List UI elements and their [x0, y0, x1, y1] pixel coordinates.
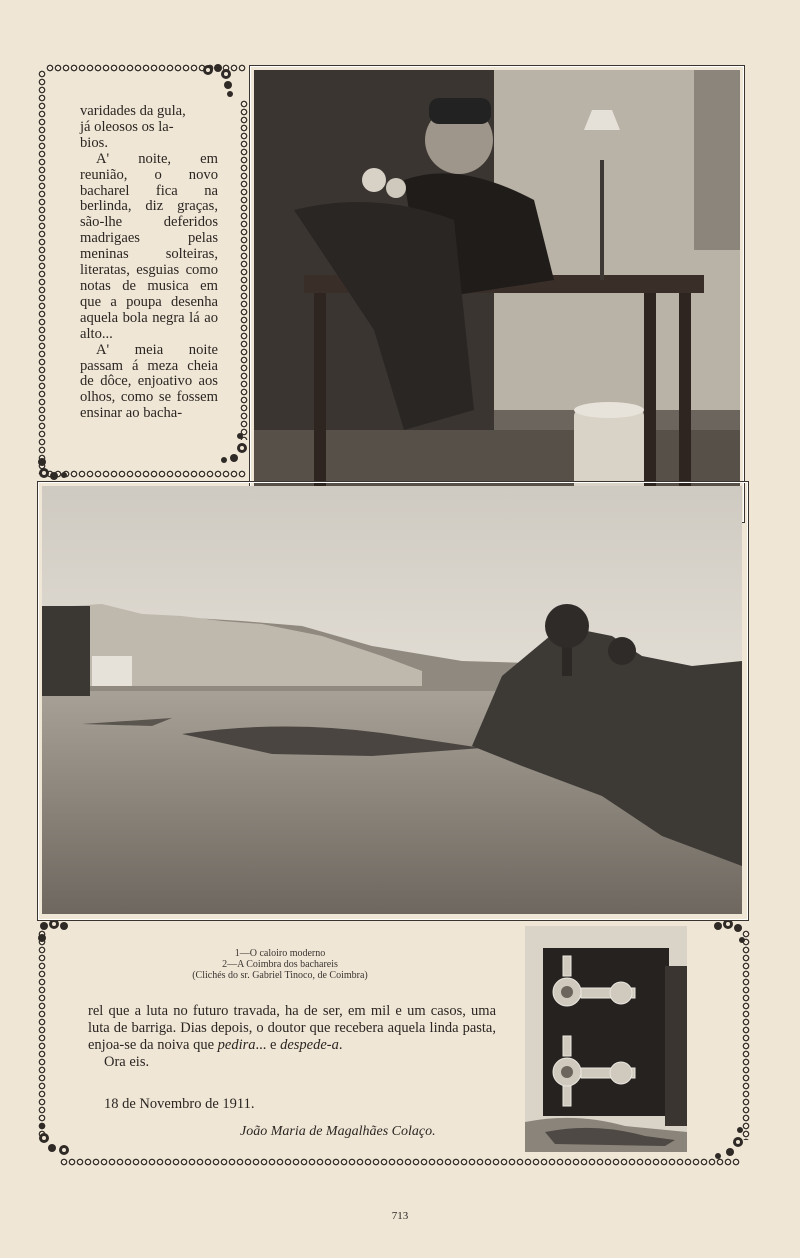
author-signature: João Maria de Magalhães Colaço. [240, 1124, 436, 1139]
bottom-paragraph-2: Ora eis. [104, 1054, 150, 1070]
bottom-paragraph-1 [88, 1003, 496, 1054]
caption-line-1: 1—O caloiro moderno [234, 948, 326, 959]
corner-ornament-icon [710, 1124, 750, 1164]
period: . [338, 1037, 343, 1053]
corner-ornament-icon [708, 916, 748, 956]
chain-border-left [38, 70, 46, 474]
chain-border-bottom-left [38, 930, 46, 1140]
chain-border-mid [46, 470, 246, 478]
photo-student-at-desk [254, 70, 740, 518]
column-text [80, 104, 218, 422]
chain-border-bottom-right [742, 930, 750, 1140]
word-pedira: pedira [217, 1037, 256, 1053]
caption-line-3: (Clichés do sr. Gabriel Tinoco, de Coimbra) [192, 970, 368, 981]
bottom-paragraph-1-text: rel que a luta no futuro travada, ha de ser, em mil e um casos, uma luta de barriga. Dias depois, o doutor que recebera aquela linda pasta, enjoa-se da noiva que [88, 1003, 496, 1053]
column-paragraph-3: A' meia noite passam á meza cheia de dôce, enjoativo aos olhos, como se fossem ensinar ao bacha- [80, 341, 218, 422]
column-line-2: já oleosos os la- [80, 118, 174, 135]
corner-ornament-icon [34, 446, 74, 486]
bottom-text [88, 1003, 496, 1071]
date-line: 18 de Novembro de 1911. [104, 1096, 255, 1112]
corner-ornament-icon [196, 60, 236, 100]
column-line-1: varidades da gula, [80, 103, 186, 119]
page-number: 713 [391, 1210, 409, 1222]
ellipsis-e: ... e [255, 1037, 277, 1053]
column-line-3: bios. [80, 134, 108, 151]
column-paragraph-2: A' noite, em reunião, o novo bacharel fica na berlinda, diz graças, são-lhe deferidos madrigaes pelas meninas solteiras, literatas, esguias como notas de musica em que a poupa desenha aquela bola negra lá ao alto... [80, 150, 218, 342]
corner-ornament-icon [34, 916, 74, 956]
chain-border-inner [240, 100, 248, 440]
chain-border-bottom [60, 1158, 740, 1166]
corner-ornament-icon [34, 1118, 74, 1158]
photo-document-folder [525, 926, 687, 1152]
word-despede: despede-a [280, 1037, 339, 1053]
photo-coimbra-landscape [42, 486, 742, 914]
caption-line-2: 2—A Coimbra dos bachareis [222, 959, 338, 970]
photo-captions [130, 948, 430, 981]
